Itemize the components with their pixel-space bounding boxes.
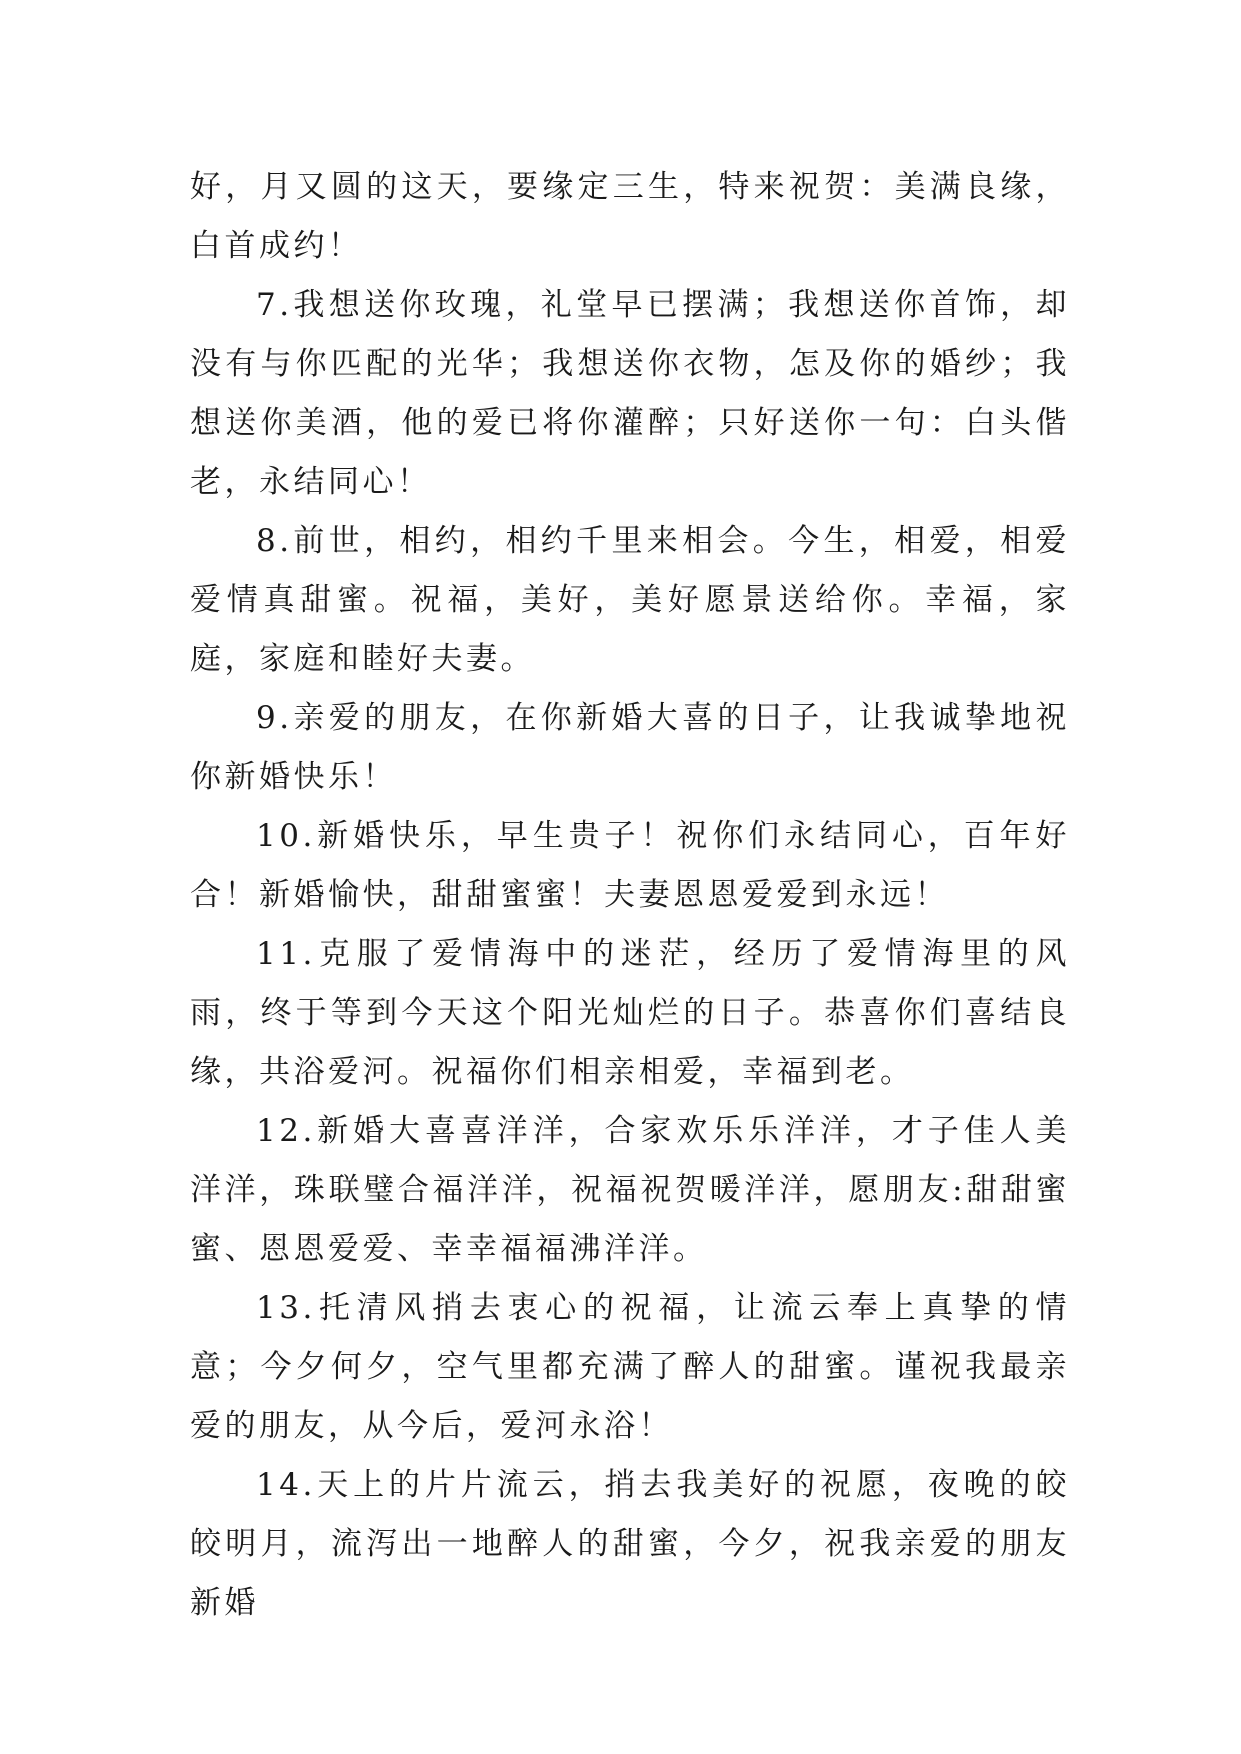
paragraph-8: 8.前世，相约，相约千里来相会。今生，相爱，相爱爱情真甜蜜。祝福，美好，美好愿景送给你。幸福，家庭，家庭和睦好夫妻。 — [190, 523, 1070, 677]
paragraph-14: 14.天上的片片流云，捎去我美好的祝愿，夜晚的皎皎明月，流泻出一地醉人的甜蜜，今夕，祝我亲爱的朋友新婚 — [190, 1467, 1070, 1621]
paragraph-13: 13.托清风捎去衷心的祝福，让流云奉上真挚的情意；今夕何夕，空气里都充满了醉人的甜蜜。谨祝我最亲爱的朋友，从今后，爱河永浴！ — [190, 1290, 1070, 1444]
paragraph-9: 9.亲爱的朋友，在你新婚大喜的日子，让我诚挚地祝你新婚快乐！ — [190, 700, 1070, 795]
paragraph-11: 11.克服了爱情海中的迷茫，经历了爱情海里的风雨，终于等到今天这个阳光灿烂的日子。恭喜你们喜结良缘，共浴爱河。祝福你们相亲相爱，幸福到老。 — [190, 936, 1070, 1090]
document-body — [190, 158, 1070, 1633]
paragraph-continuation: 好，月又圆的这天，要缘定三生，特来祝贺：美满良缘，白首成约！ — [190, 169, 1070, 264]
paragraph-7: 7.我想送你玫瑰，礼堂早已摆满；我想送你首饰，却没有与你匹配的光华；我想送你衣物，怎及你的婚纱；我想送你美酒，他的爱已将你灌醉；只好送你一句：白头偕老，永结同心！ — [190, 287, 1070, 500]
paragraph-12: 12.新婚大喜喜洋洋，合家欢乐乐洋洋，才子佳人美洋洋，珠联璧合福洋洋，祝福祝贺暖洋洋，愿朋友:甜甜蜜蜜、恩恩爱爱、幸幸福福沸洋洋。 — [190, 1113, 1070, 1267]
paragraph-10: 10.新婚快乐，早生贵子！祝你们永结同心，百年好合！新婚愉快，甜甜蜜蜜！夫妻恩恩爱爱到永远！ — [190, 818, 1070, 913]
